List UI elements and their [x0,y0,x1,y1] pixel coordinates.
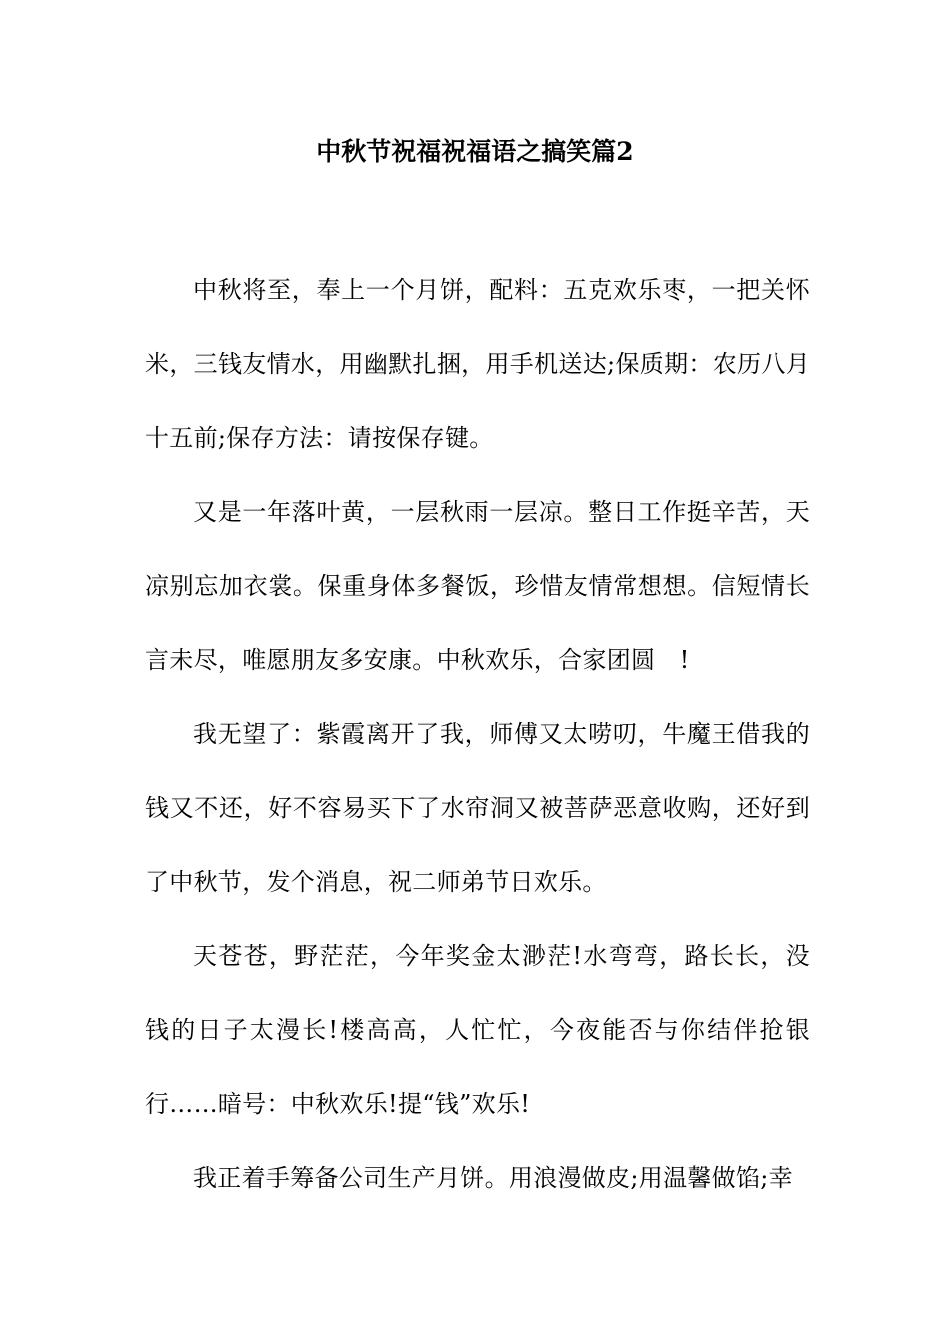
document-body [145,253,810,1215]
document-title: 中秋节祝福祝福语之搞笑篇2 [316,137,634,166]
paragraph: 又是一年落叶黄，一层秋雨一层凉。整日工作挺辛苦，天凉别忘加衣裳。保重身体多餐饭，珍惜友情常想想。信短情长言未尽，唯愿朋友多安康。中秋欢乐，合家团圆 ! [145,498,810,674]
paragraph: 天苍苍，野茫茫，今年奖金太渺茫!水弯弯，路长长，没钱的日子太漫长!楼高高，人忙忙，今夜能否与你结伴抢银行……暗号：中秋欢乐!提“钱”欢乐! [145,942,810,1118]
paragraph: 我正着手筹备公司生产月饼。用浪漫做皮;用温馨做馅;幸 [193,1164,793,1192]
paragraph: 我无望了：紫霞离开了我，师傅又太唠叨，牛魔王借我的钱又不还，好不容易买下了水帘洞又被菩萨恶意收购，还好到了中秋节，发个消息，祝二师弟节日欢乐。 [145,720,810,896]
paragraph: 中秋将至，奉上一个月饼，配料：五克欢乐枣，一把关怀米，三钱友情水，用幽默扎捆，用手机送达;保质期：农历八月十五前;保存方法：请按保存键。 [145,276,810,452]
